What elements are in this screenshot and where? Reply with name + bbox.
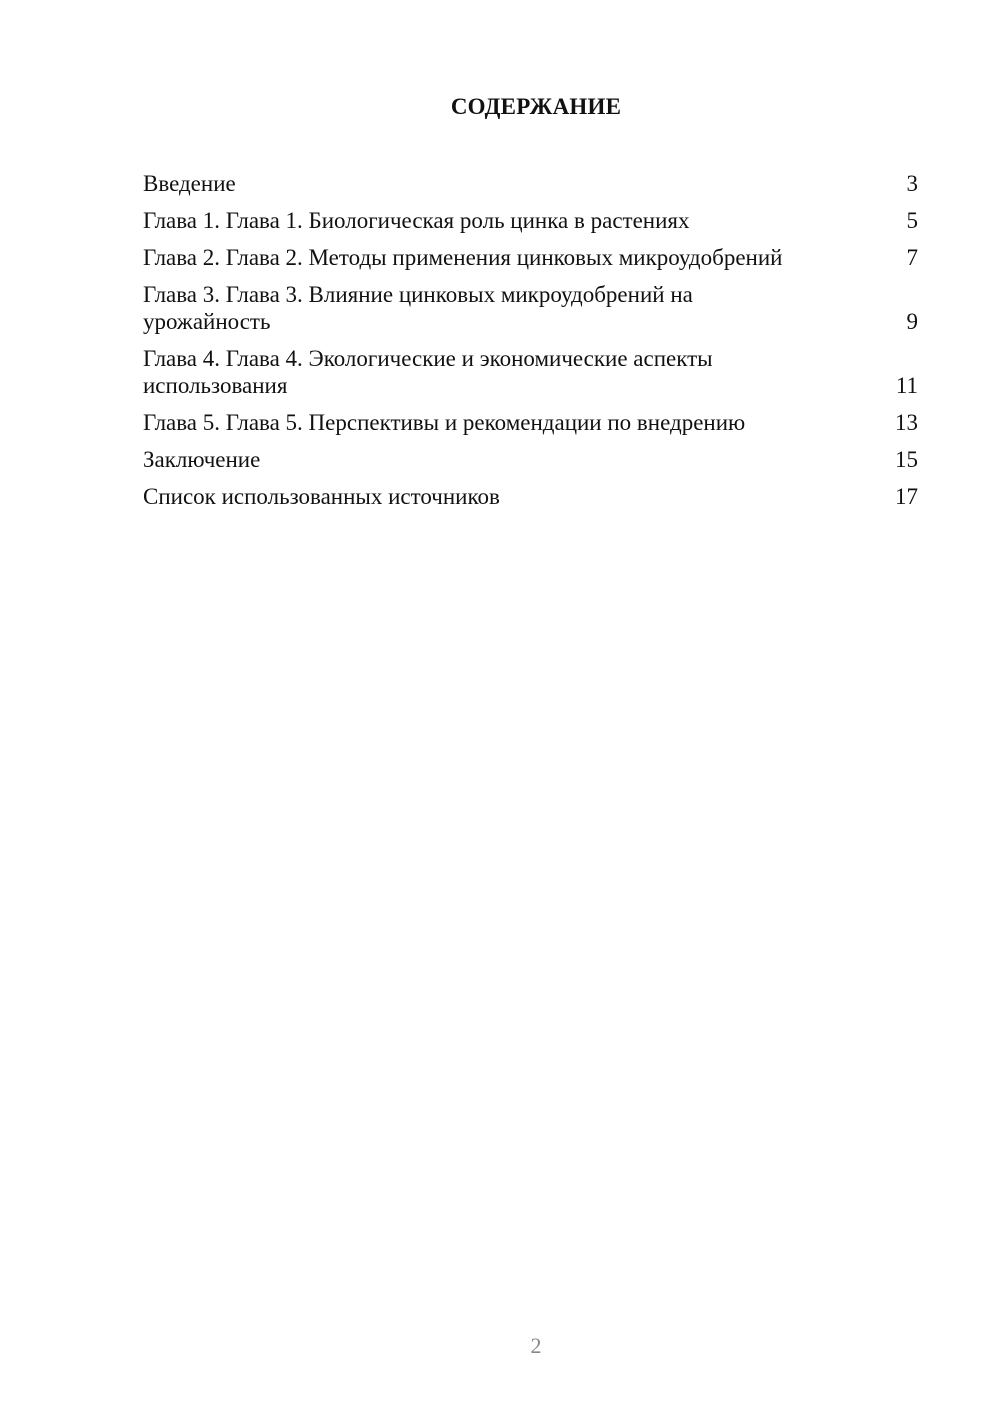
toc-entry-page: 3 [906,171,918,196]
toc-entry-page: 17 [895,484,918,509]
toc-entry-text: Список использованных источников [143,484,500,509]
toc-entry-page: 15 [895,447,918,472]
toc-entry [143,446,918,473]
toc-entry [143,483,918,510]
table-of-contents [143,170,918,520]
toc-entry-text: Глава 2. Глава 2. Методы применения цинковых микроудобрений [143,245,783,270]
toc-entry-page: 5 [906,208,918,233]
toc-entry [143,207,918,234]
toc-entry-text: Глава 1. Глава 1. Биологическая роль цинка в растениях [143,208,690,233]
toc-entry-page: 9 [906,309,918,334]
toc-entry-text: Введение [143,171,236,196]
toc-entry-text: Глава 5. Глава 5. Перспективы и рекомендации по внедрению [143,410,746,435]
toc-entry-page: 7 [906,245,918,270]
toc-entry [143,281,918,335]
toc-entry [143,170,918,197]
toc-entry-text: Глава 3. Глава 3. Влияние цинковых микроудобрений на урожайность [143,282,693,334]
toc-entry [143,244,918,271]
page-number: 2 [530,1333,542,1358]
toc-entry [143,345,918,399]
toc-entry-text: Глава 4. Глава 4. Экологические и экономические аспекты использования [143,346,713,398]
page-title: СОДЕРЖАНИЕ [450,94,622,119]
toc-entry [143,409,918,436]
toc-entry-page: 13 [895,410,918,435]
toc-entry-page: 11 [895,373,918,398]
toc-entry-text: Заключение [143,447,261,472]
